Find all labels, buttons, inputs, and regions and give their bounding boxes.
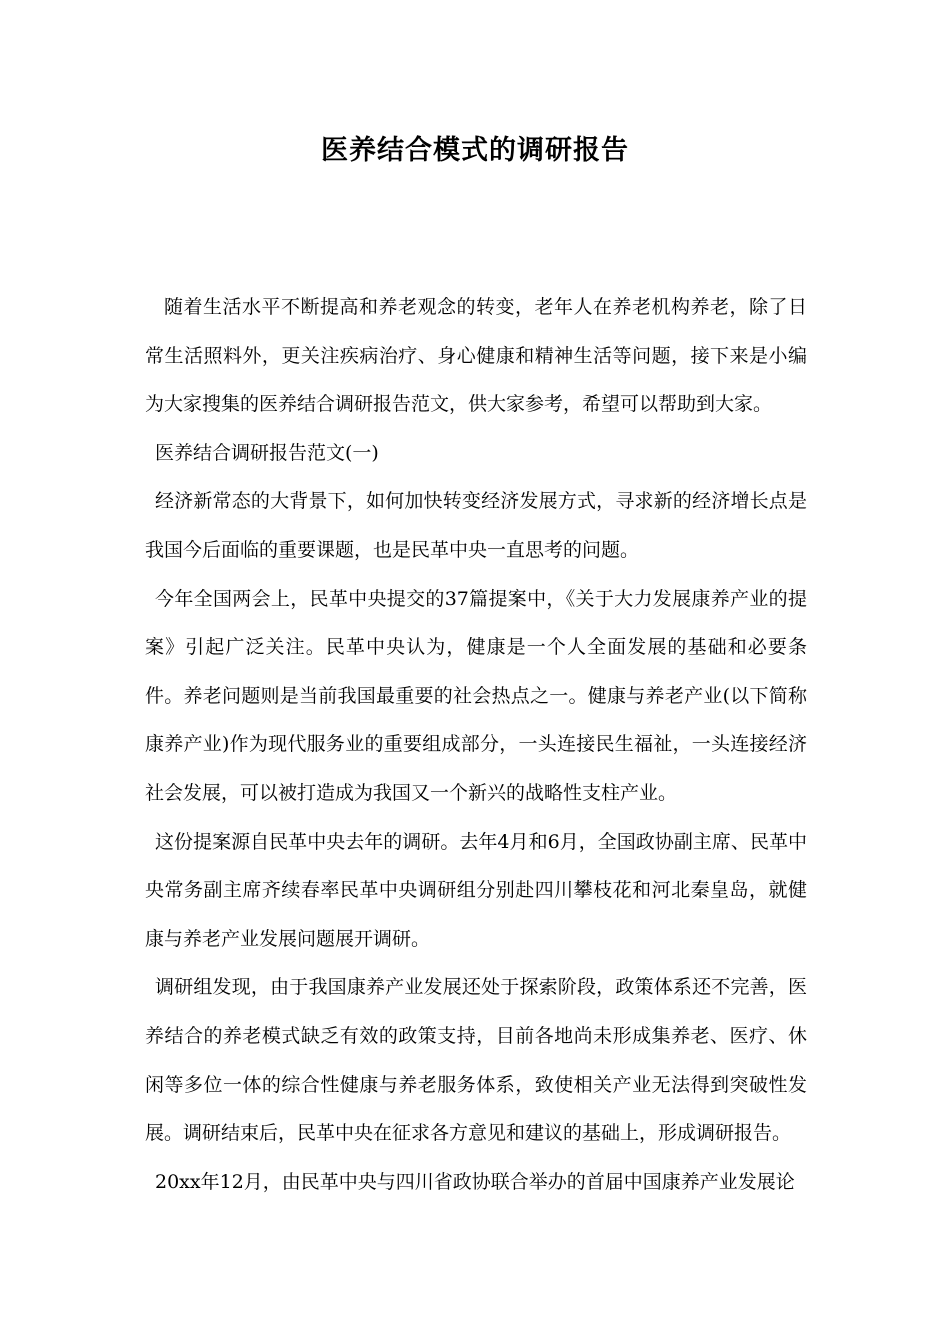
paragraph-forum: 20xx年12月，由民革中央与四川省政协联合举办的首届中国康养产业发展论 (155, 1170, 795, 1193)
paragraph-research-origin: 这份提案源自民革中央去年的调研。去年4月和6月，全国政协副主席、民革中央常务副主席齐续春率民革中央调研组分别赴四川攀枝花和河北秦皇岛，就健康与养老产业发展问题展开调研。 (145, 830, 807, 950)
document-body (145, 283, 807, 1206)
paragraph-economy: 经济新常态的大背景下，如何加快转变经济发展方式，寻求新的经济增长点是我国今后面临的重要课题，也是民革中央一直思考的问题。 (145, 490, 807, 561)
paragraph-section-heading: 医养结合调研报告范文(一) (155, 441, 379, 464)
paragraph-intro: 随着生活水平不断提高和养老观念的转变，老年人在养老机构养老，除了日常生活照料外，更关注疾病治疗、身心健康和精神生活等问题，接下来是小编为大家搜集的医养结合调研报告范文，供大家参考，希望可以帮助到大家。 (145, 296, 807, 416)
paragraph-findings: 调研组发现，由于我国康养产业发展还处于探索阶段，政策体系还不完善，医养结合的养老模式缺乏有效的政策支持，目前各地尚未形成集养老、医疗、休闲等多位一体的综合性健康与养老服务体系，致使相关产业无法得到突破性发展。调研结束后，民革中央在征求各方意见和建议的基础上，形成调研报告。 (145, 976, 807, 1145)
paragraph-proposal: 今年全国两会上，民革中央提交的37篇提案中，《关于大力发展康养产业的提案》引起广泛关注。民革中央认为，健康是一个人全面发展的基础和必要条件。养老问题则是当前我国最重要的社会热点之一。健康与养老产业(以下简称康养产业)作为现代服务业的重要组成部分，一头连接民生福祉，一头连接经济社会发展，可以被打造成为我国又一个新兴的战略性支柱产业。 (145, 587, 807, 804)
document-title: 医养结合模式的调研报告 (321, 135, 629, 166)
